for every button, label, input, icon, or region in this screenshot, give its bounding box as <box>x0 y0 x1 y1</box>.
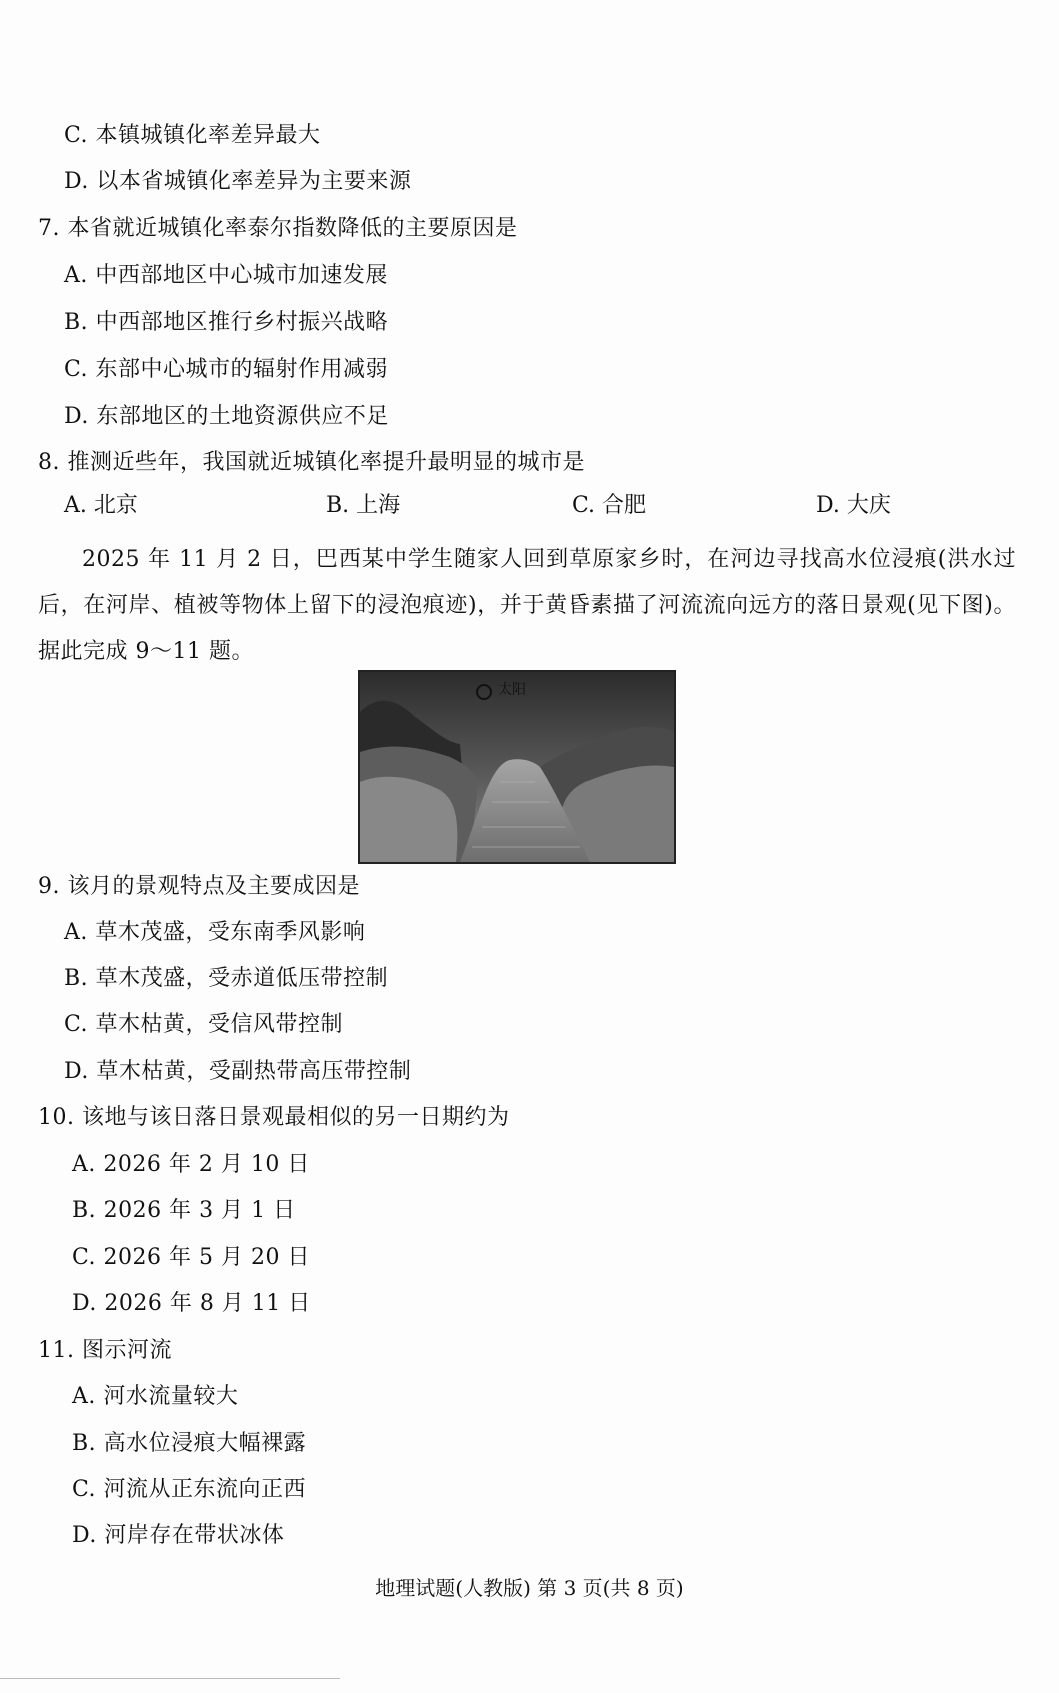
q7-stem: 7. 本省就近城镇化率泰尔指数降低的主要原因是 <box>38 216 518 241</box>
river-sunset-sketch <box>358 670 676 864</box>
q11-option-a: A. 河水流量较大 <box>72 1384 239 1409</box>
q11-option-c: C. 河流从正东流向正西 <box>72 1477 307 1502</box>
q8-option-a: A. 北京 <box>64 493 138 518</box>
sketch-drawing <box>360 672 674 862</box>
q10-option-a: A. 2026 年 2 月 10 日 <box>72 1152 310 1177</box>
q9-option-d: D. 草木枯黄，受副热带高压带控制 <box>64 1059 412 1084</box>
q6-option-c: C. 本镇城镇化率差异最大 <box>64 123 321 148</box>
q7-option-a: A. 中西部地区中心城市加速发展 <box>64 263 388 288</box>
q6-option-d: D. 以本省城镇化率差异为主要来源 <box>64 169 412 194</box>
q11-option-d: D. 河岸存在带状冰体 <box>72 1523 285 1548</box>
q9-option-c: C. 草木枯黄，受信风带控制 <box>64 1012 344 1037</box>
q8-options <box>64 491 964 521</box>
q7-option-d: D. 东部地区的土地资源供应不足 <box>64 404 389 429</box>
q10-stem: 10. 该地与该日落日景观最相似的另一日期约为 <box>38 1105 510 1130</box>
q8-option-c: C. 合肥 <box>572 493 647 518</box>
page-footer: 地理试题(人教版) 第 3 页(共 8 页) <box>375 1576 684 1600</box>
q9-stem: 9. 该月的景观特点及主要成因是 <box>38 874 360 899</box>
sun-label: 太阳 <box>498 682 526 698</box>
q10-option-d: D. 2026 年 8 月 11 日 <box>72 1291 311 1316</box>
q11-stem: 11. 图示河流 <box>38 1338 172 1363</box>
q10-option-b: B. 2026 年 3 月 1 日 <box>72 1198 296 1223</box>
q10-option-c: C. 2026 年 5 月 20 日 <box>72 1245 310 1270</box>
bottom-rule <box>0 1678 340 1679</box>
q9-option-b: B. 草木茂盛，受赤道低压带控制 <box>64 966 389 991</box>
q11-option-b: B. 高水位浸痕大幅裸露 <box>72 1431 307 1456</box>
q8-option-b: B. 上海 <box>326 493 401 518</box>
passage: 2025 年 11 月 2 日，巴西某中学生随家人回到草原家乡时，在河边寻找高水位浸痕(洪水过后，在河岸、植被等物体上留下的浸泡痕迹)，并于黄昏素描了河流流向远方的落日景观(见下图)。据此完成 9～11 题。 <box>38 547 1016 664</box>
q8-option-d: D. 大庆 <box>816 493 891 518</box>
q9-option-a: A. 草木茂盛，受东南季风影响 <box>64 920 366 945</box>
q8-stem: 8. 推测近些年，我国就近城镇化率提升最明显的城市是 <box>38 450 585 475</box>
q7-option-c: C. 东部中心城市的辐射作用减弱 <box>64 357 389 382</box>
q7-option-b: B. 中西部地区推行乡村振兴战略 <box>64 310 389 335</box>
